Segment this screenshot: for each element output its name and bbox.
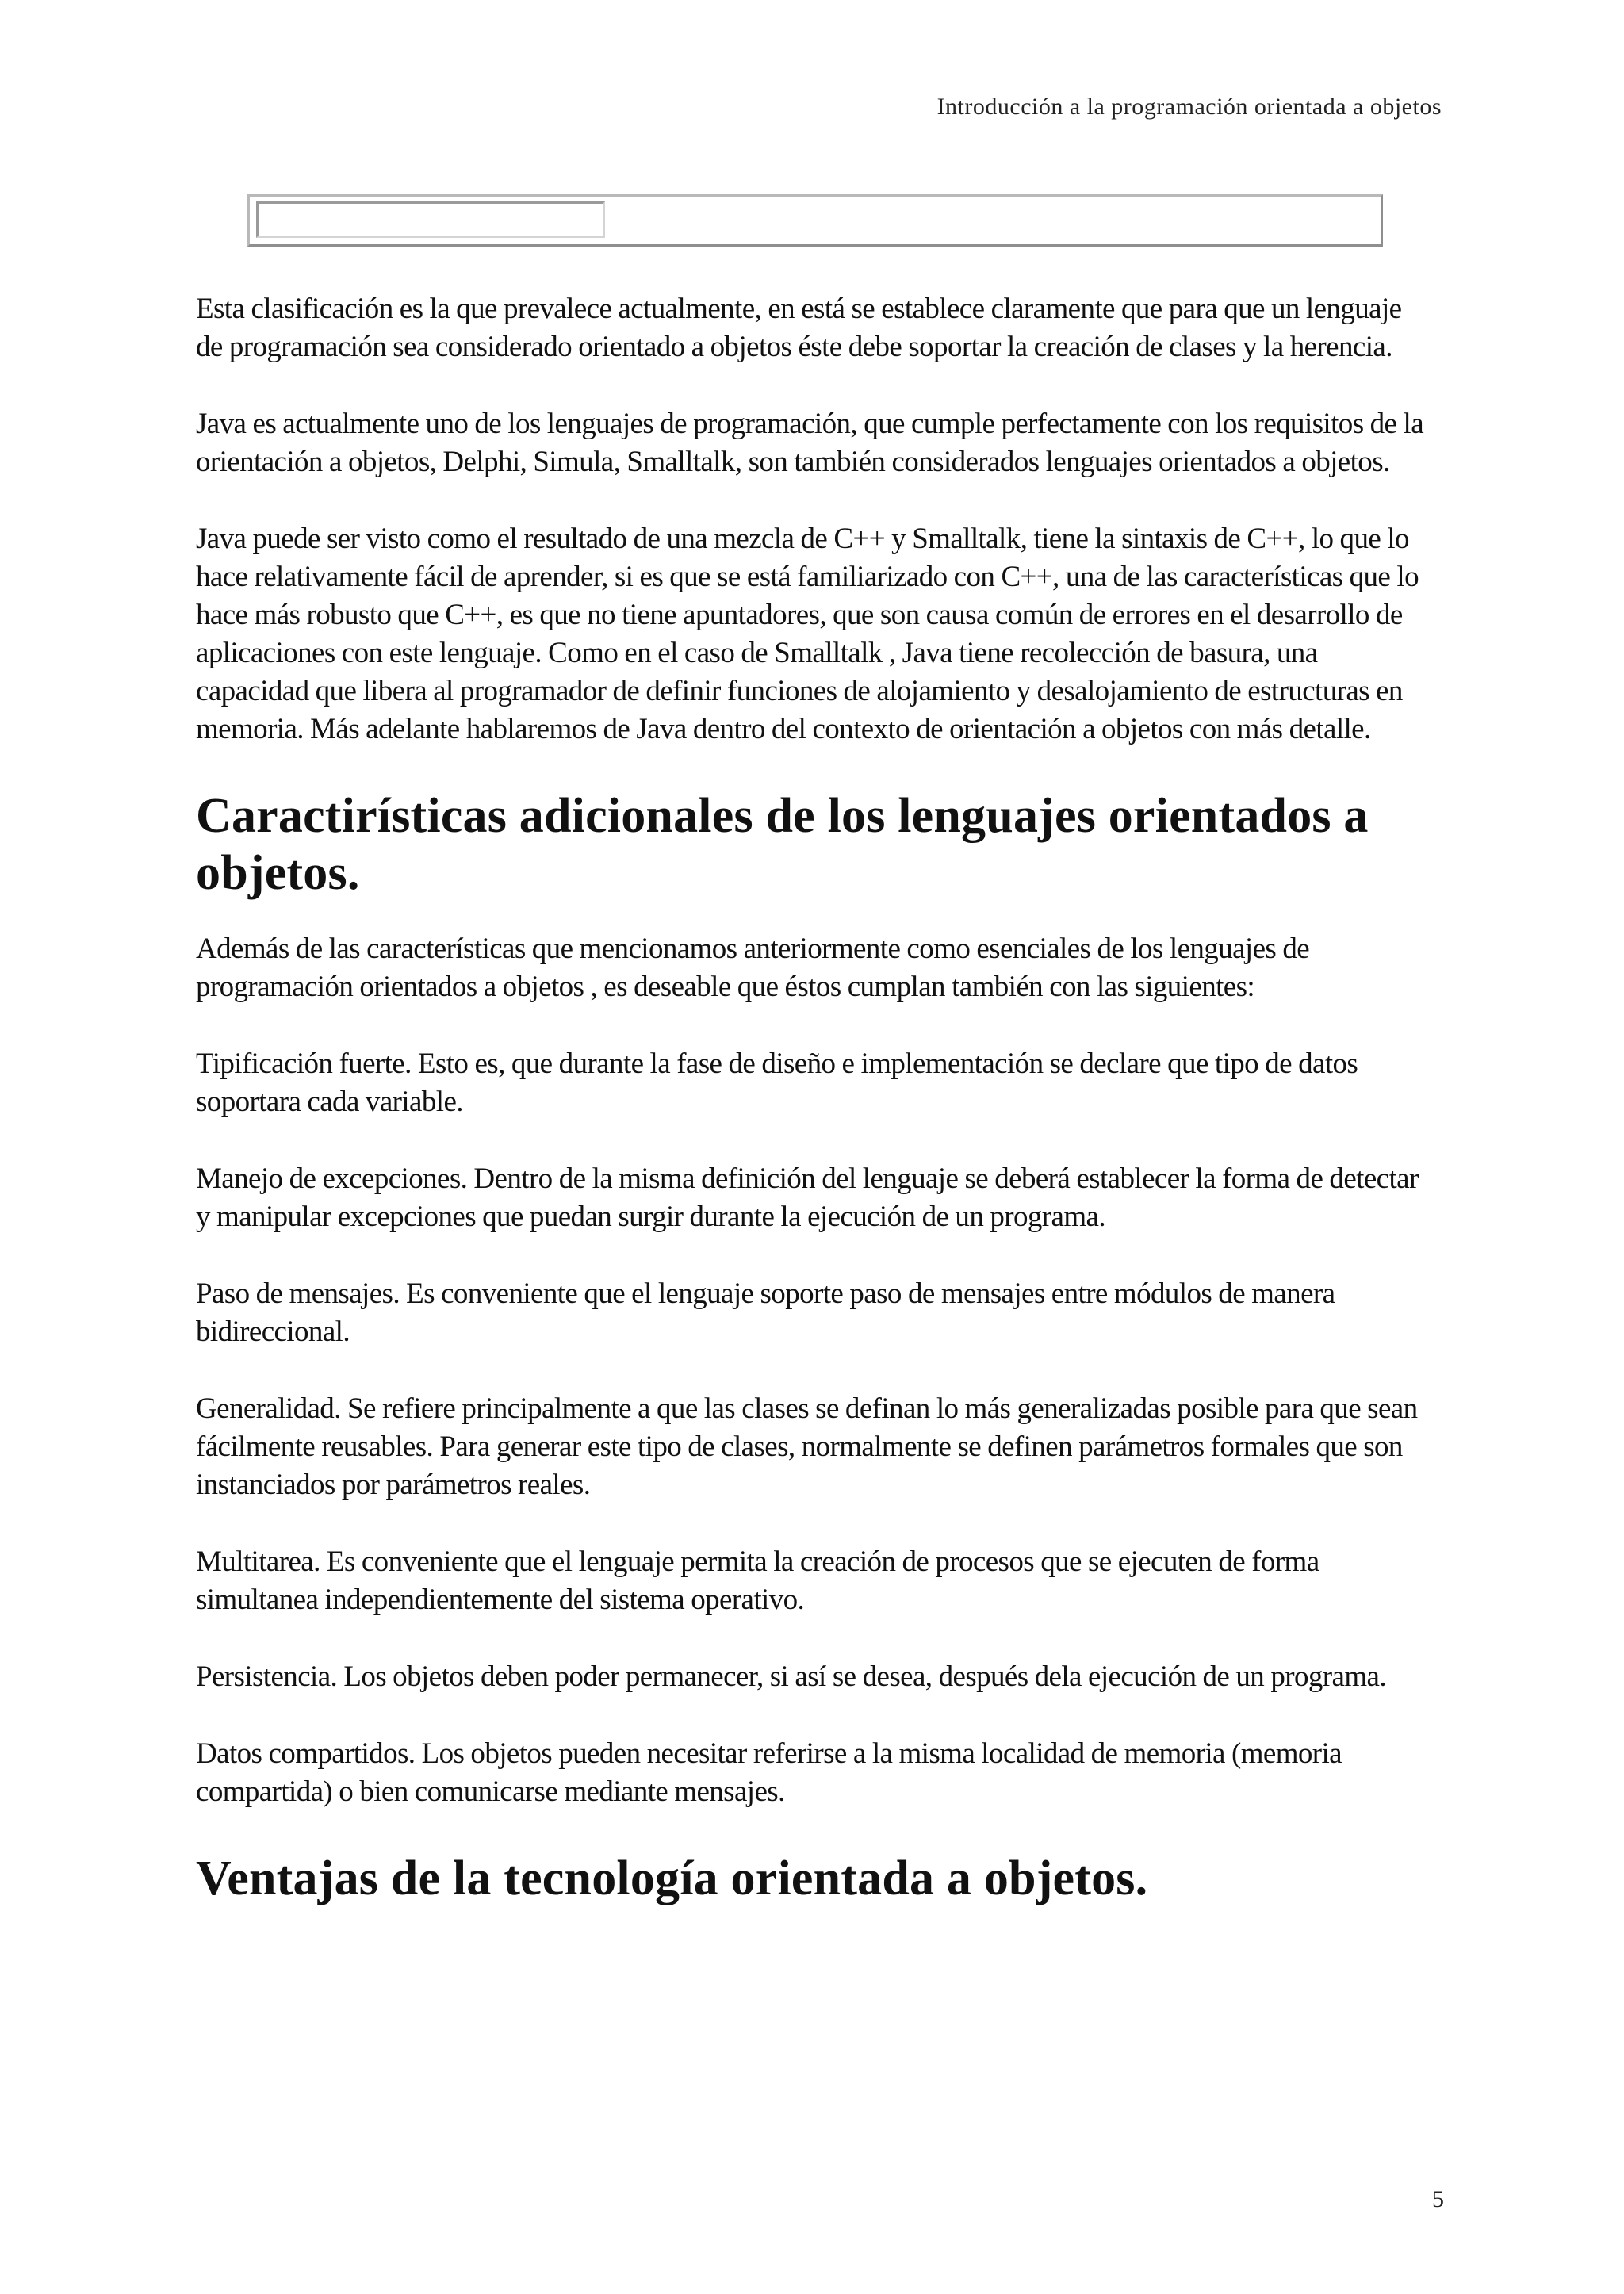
page-body — [196, 290, 1425, 1942]
table-remnant — [247, 194, 1383, 247]
paragraph-multitasking: Multitarea. Es conveniente que el lenguaje permita la creación de procesos que se ejecuten de forma simultanea independientemente del sistema operativo. — [196, 1545, 1320, 1616]
paragraph-persistence: Persistencia. Los objetos deben poder permanecer, si así se desea, después dela ejecución de un programa. — [196, 1660, 1386, 1693]
section-heading-additional: Caractirísticas adicionales de los lenguajes orientados a objetos. — [196, 789, 1369, 900]
paragraph-message-passing: Paso de mensajes. Es conveniente que el lenguaje soporte paso de mensajes entre módulos de manera bidireccional. — [196, 1277, 1335, 1348]
paragraph-strong-typing: Tipificación fuerte. Esto es, que durante la fase de diseño e implementación se declare que tipo de datos soportara cada variable. — [196, 1047, 1358, 1118]
paragraph-additional-intro: Además de las características que mencionamos anteriormente como esenciales de los lenguajes de programación orientados a objetos , es deseable que éstos cumplan también con las siguientes: — [196, 933, 1310, 1003]
running-header: Introducción a la programación orientada a objetos — [936, 94, 1442, 120]
table-cell — [256, 201, 605, 238]
paragraph-shared-data: Datos compartidos. Los objetos pueden necesitar referirse a la misma localidad de memoria (memoria compartida) o bien comunicarse mediante mensajes. — [196, 1737, 1342, 1808]
page-number: 5 — [1432, 2186, 1444, 2212]
paragraph-java-languages: Java es actualmente uno de los lenguajes de programación, que cumple perfectamente con los requisitos de la orientación a objetos, Delphi, Simula, Smalltalk, son también considerados lenguajes orientados a objetos. — [196, 408, 1424, 478]
paragraph-generality: Generalidad. Se refiere principalmente a que las clases se definan lo más generalizadas posible para que sean fácilmente reusables. Para generar este tipo de clases, normalmente se definen parámetros formales que son instanciados por parámetros reales. — [196, 1392, 1418, 1501]
paragraph-java-mix: Java puede ser visto como el resultado de una mezcla de C++ y Smalltalk, tiene la sintaxis de C++, lo que lo hace relativamente fácil de aprender, si es que se está familiarizado con C++, una de las características que lo hace más robusto que C++, es que no tiene apuntadores, que son causa común de errores en el desarrollo de aplicaciones con este lenguaje. Como en el caso de Smalltalk , Java tiene recolección de basura, una capacidad que libera al programador de definir funciones de alojamiento y desalojamiento de estructuras en memoria. Más adelante hablaremos de Java dentro del contexto de orientación a objetos con más detalle. — [196, 523, 1419, 745]
section-heading-advantages: Ventajas de la tecnología orientada a objetos. — [196, 1852, 1148, 1905]
paragraph-classification: Esta clasificación es la que prevalece actualmente, en está se establece claramente que para que un lenguaje de programación sea considerado orientado a objetos éste debe soportar la creación de clases y la herencia. — [196, 293, 1402, 363]
paragraph-exceptions: Manejo de excepciones. Dentro de la misma definición del lenguaje se deberá establecer la forma de detectar y manipular excepciones que puedan surgir durante la ejecución de un programa. — [196, 1162, 1419, 1233]
